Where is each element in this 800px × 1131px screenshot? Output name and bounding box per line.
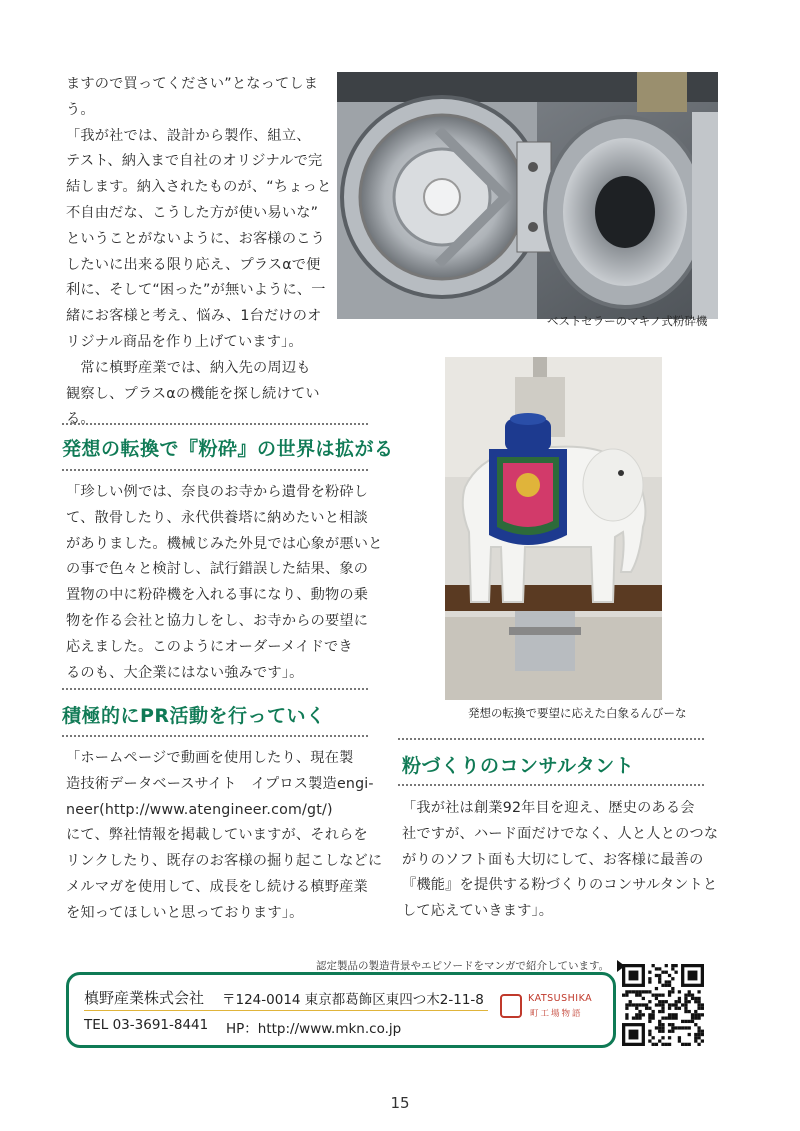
grinder-illustration [337,72,718,319]
text-line: にて、弊社情報を掲載していますが、それらを [66,827,368,844]
grinder-photo [337,72,718,319]
text-line: 応えました。このようにオーダーメイドでき [66,638,353,655]
section-divider [62,469,368,471]
conversion-paragraph [66,480,383,686]
text-line: して応えていきます」。 [402,903,554,920]
text-line: 「我が社は創業92年目を迎え、歴史のある会 [402,800,695,816]
section-divider [62,423,368,425]
text-line: 常に槙野産業では、納入先の周辺も [66,359,311,376]
text-line: 観察し、プラスαの機能を探し続けてい [66,385,320,402]
text-line: を知ってほしいと思っております」。 [66,904,304,921]
text-line: 「我が社では、設計から製作、組立、 [66,127,311,144]
text-line: ということがないように、お客様のこう [66,230,325,247]
section-divider [398,784,704,786]
logo-text-jp: 町工場物語 [530,1009,583,1019]
pr-paragraph [66,746,382,927]
consultant-paragraph [402,796,718,925]
text-line: 不自由だな、こうした方が使い易いな” [66,204,319,221]
section-divider [62,735,368,737]
text-line: neer(http://www.atengineer.com/gt/) [66,801,333,818]
text-line: テスト、納入まで自社のオリジナルで完 [66,153,323,170]
text-line: がありました。機械じみた外見では心象が悪いと [66,535,383,552]
section-heading-consultant: 粉づくりのコンサルタント [402,755,635,777]
text-line: 社ですが、ハード面だけでなく、人と人とのつな [402,825,719,842]
section-divider [398,738,704,740]
text-line: の事で色々と検討し、試行錯誤した結果、象の [66,561,369,578]
text-line: 造技術データベースサイト イプロス製造engi- [66,775,374,792]
section-heading-pr: 積極的にPR活動を行っていく [62,705,326,727]
section-heading-conversion: 発想の転換で『粉砕』の世界は拡がる [62,438,394,460]
text-line: 置物の中に粉砕機を入れる事になり、動物の乗 [66,587,369,604]
text-line: メルマガを使用して、成長をし続ける槙野産業 [66,878,368,895]
katsushika-logo [500,990,604,1024]
text-line: う。 [66,101,95,118]
company-homepage-link[interactable]: HP：http://www.mkn.co.jp [226,1021,402,1037]
intro-paragraph [66,72,331,433]
footer-rule [84,1010,488,1011]
text-line: る。 [66,411,95,428]
section-divider [62,688,368,690]
text-line: て、散骨したり、永代供養塔に納めたいと相談 [66,509,368,526]
text-line: 『機能』を提供する粉づくりのコンサルタントと [402,877,718,894]
company-name: 槙野産業株式会社 [84,989,205,1007]
manga-note-text: 認定製品の製造背景やエピソードをマンガで紹介しています。 [316,960,610,972]
text-line: 物を作る会社と協力しをし、お寺からの要望に [66,612,369,629]
text-line: 「珍しい例では、奈良のお寺から遺骨を粉砕し [66,484,369,500]
elephant-photo [445,357,662,700]
company-tel: TEL 03-3691-8441 [84,1017,209,1033]
qr-code-icon[interactable] [622,964,704,1046]
text-line: 「ホームページで動画を使用したり、現在製 [66,750,354,766]
company-address: 〒124-0014 東京都葛飾区東四つ木2-11-8 [222,992,484,1008]
text-line: したいに出来る限り応え、プラスαで便 [66,256,321,273]
qr-code-graphic [622,964,704,1046]
text-line: リンクしたり、既存のお客様の掘り起こしなどに [66,853,383,870]
logo-text-en: KATSUSHIKA [528,993,593,1004]
manga-note [316,958,625,973]
text-line: リジナル商品を作り上げています」。 [66,333,303,350]
text-line: ますので買ってください”となってしま [66,76,319,92]
elephant-illustration [445,357,662,700]
elephant-caption: 発想の転換で要望に応えた白象るんびーな [468,706,687,720]
text-line: るのも、大企業にはない強みです」。 [66,664,304,681]
logo-mark-icon [500,994,522,1018]
text-line: 結します。納入されたものが、“ちょっと [66,179,332,196]
page-number: 15 [390,1094,410,1112]
grinder-caption: ベストセラーのマキノ式粉砕機 [547,314,708,328]
text-line: がりのソフト面も大切にして、お客様に最善の [402,851,704,868]
text-line: 利に、そして“困った”が無いように、一 [66,282,326,299]
text-line: 緒にお客様と考え、悩み、1台だけのオ [66,308,322,325]
